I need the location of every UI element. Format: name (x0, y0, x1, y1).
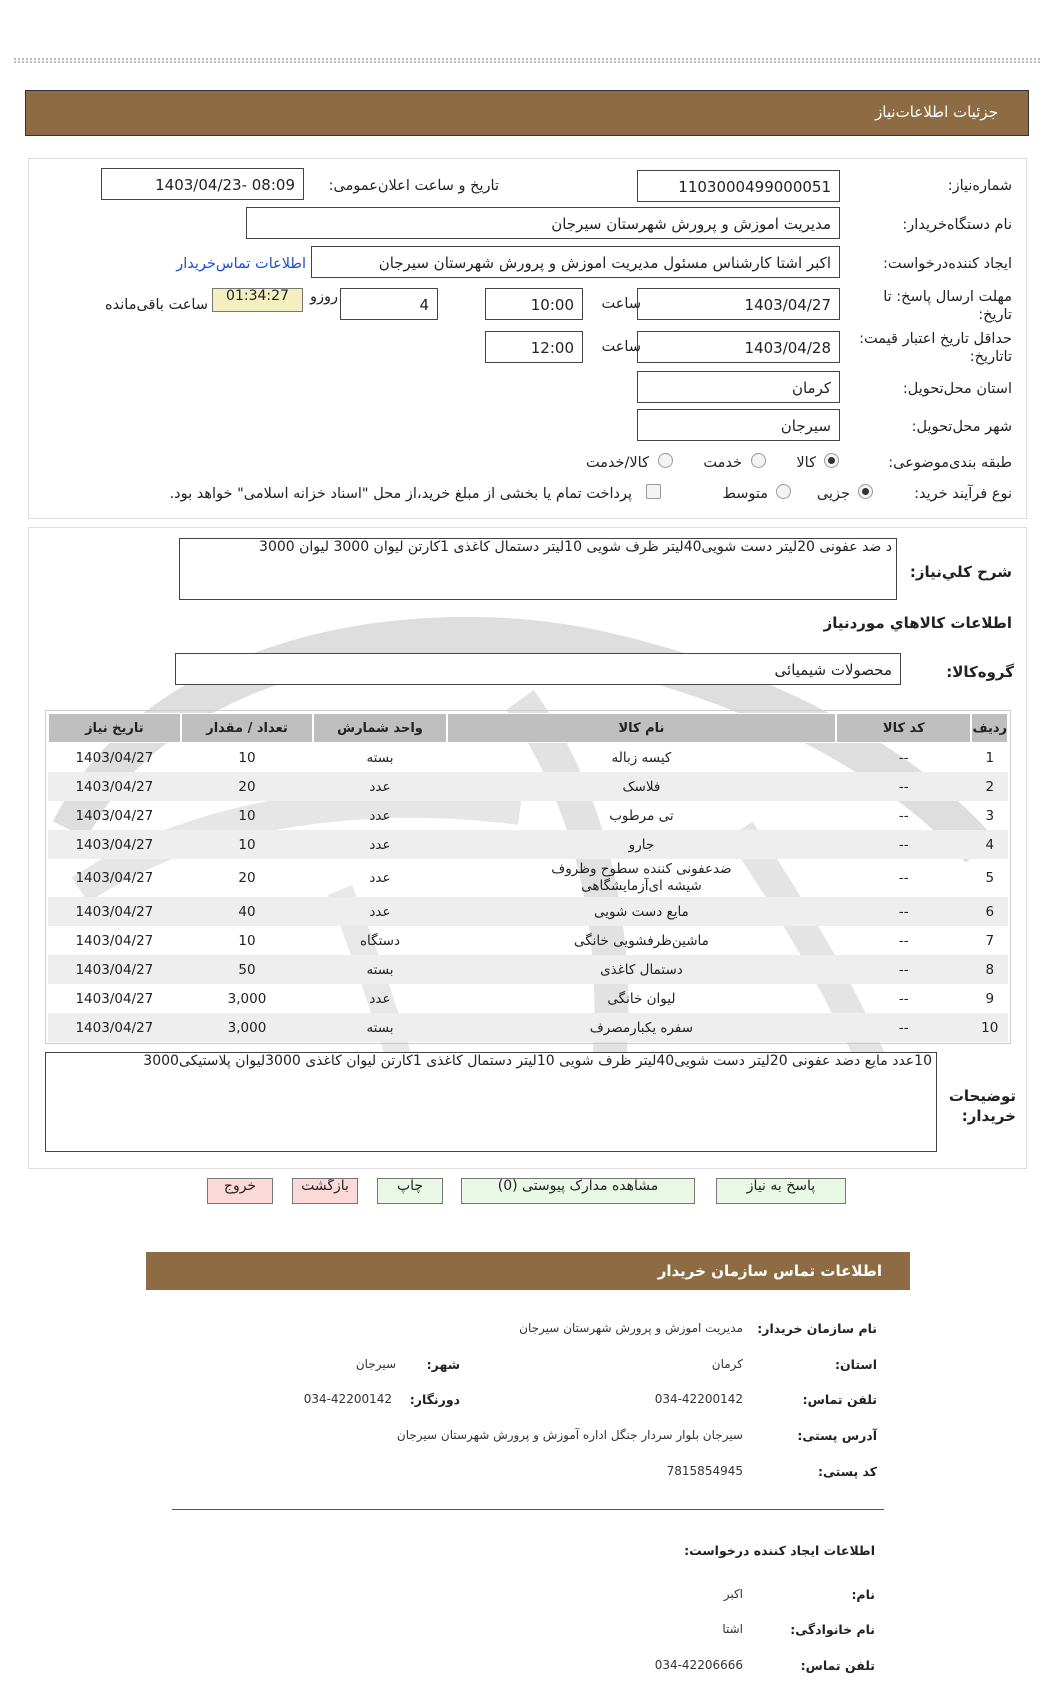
notes-label: توضیحات خریدار: (948, 1087, 1016, 1125)
cell-unit: عدد (313, 897, 447, 926)
contact-header (146, 1252, 910, 1290)
address-value: سیرجان بلوار سردار جنگل اداره آموزش و پرورش شهرستان سیرجان (396, 1428, 743, 1442)
cell-row: 3 (985, 807, 995, 824)
creator-name-label: نام: (851, 1587, 875, 1602)
back-button[interactable]: بازگشت (292, 1178, 358, 1204)
table-row (48, 955, 1008, 984)
table-row (48, 830, 1008, 859)
cell-unit: بسته (313, 1013, 447, 1042)
creator-title: اطلاعات ایجاد کننده درخواست: (684, 1543, 875, 1558)
buyer-org-label: نام دستگاه‌خریدار: (902, 217, 1012, 233)
cell-unit: عدد (313, 772, 447, 801)
category-option-goods: کالا (796, 455, 816, 471)
cell-name: لیوان خانگی (607, 990, 676, 1007)
process-option-partial: جزیی (816, 486, 850, 502)
cell-unit: دستگاه (359, 932, 401, 949)
requester-label: ایجاد کننده‌درخواست: (883, 256, 1012, 272)
cell-code: -- (898, 749, 909, 766)
cell-row: 2 (971, 772, 1008, 801)
creator-family-value: اشتا (722, 1622, 743, 1636)
cell-code: -- (836, 772, 971, 801)
cell-qty: 20 (238, 870, 256, 886)
table-row (48, 801, 1008, 830)
cell-qty: 10 (238, 749, 256, 766)
reply-button[interactable]: پاسخ به نیاز (716, 1178, 846, 1204)
cell-date: 1403/04/27 (75, 990, 154, 1007)
cell-qty: 10 (238, 932, 256, 949)
cell-row: 5 (985, 870, 995, 886)
creator-family-label: نام خانوادگی: (790, 1622, 875, 1637)
table-row (48, 772, 1008, 801)
payment-note: پرداخت تمام یا بخشی از مبلغ خرید،از محل "اسناد خزانه اسلامی" خواهد بود. (169, 486, 632, 502)
category-label: طبقه بندی‌موضوعی: (888, 455, 1012, 471)
cell-name: ضدعفونی کننده سطوح وظروف شیشه ای‌آزمایشگاهی (551, 861, 732, 894)
remaining-label: ساعت باقی‌مانده (105, 297, 208, 313)
phone-value: 034-42200142 (654, 1392, 743, 1406)
announce-field: 1403/04/23- 08:09 (101, 168, 304, 200)
cell-row: 10 (971, 1013, 1008, 1042)
cell-row: 8 (971, 955, 1008, 984)
cell-qty: 40 (181, 897, 313, 926)
notes-box: 10عدد مایع دضد عفونی 20لیتر دست شویی40لیتر ظرف شویی 10لیتر دستمال کاغذی 1کارتن لیوان کاغذی 3000لیوان پلاستیکی3000 (45, 1052, 937, 1152)
city-field: سیرجان (637, 409, 840, 441)
buyer-contact-link[interactable]: اطلاعات تماس‌خریدار (176, 256, 306, 272)
deadline-label: مهلت ارسال پاسخ: تا تاریخ: (883, 289, 1012, 323)
cell-code: -- (836, 830, 971, 859)
cell-code: -- (898, 990, 909, 1007)
validity-time-field: 12:00 (485, 331, 583, 363)
category-radio-service[interactable] (751, 453, 766, 468)
table-row (48, 897, 1008, 926)
col-row: ردیف (971, 713, 1008, 743)
cell-date: 1403/04/27 (48, 955, 181, 984)
address-label: آدرس پستی: (797, 1428, 877, 1443)
requester-field: اکبر اشتا کارشناس مسئول مدیریت اموزش و پرورش شهرستان سیرجان (311, 246, 840, 278)
process-radio-partial[interactable] (858, 484, 873, 499)
col-qty: تعداد / مقدار (181, 713, 313, 743)
cell-date: 1403/04/27 (75, 870, 154, 886)
deadline-time-label: ساعت (601, 296, 641, 312)
process-option-medium: متوسط (722, 486, 768, 502)
group-label: گروه‌کالا: (946, 663, 1014, 681)
creator-phone-label: تلفن تماس: (800, 1658, 875, 1673)
category-option-both: کالا/خدمت (585, 455, 649, 471)
days-label: روزو (309, 289, 338, 305)
deadline-date-field: 1403/04/27 (637, 288, 840, 320)
page-title: جزئیات اطلاعات‌نیاز (875, 103, 998, 121)
org-name-value: مدیریت اموزش و پرورش شهرستان سیرجان (519, 1321, 743, 1335)
validity-date-field: 1403/04/28 (637, 331, 840, 363)
validity-label: حداقل تاریخ اعتبار قیمت: تاتاریخ: (859, 331, 1012, 365)
table-row (48, 926, 1008, 955)
creator-phone-value: 034-42206666 (654, 1658, 743, 1672)
col-name: نام کالا (447, 713, 836, 743)
col-unit: واحد شمارش (313, 713, 447, 743)
category-radio-both[interactable] (658, 453, 673, 468)
cell-qty: 20 (181, 772, 313, 801)
print-button[interactable]: چاپ (377, 1178, 443, 1204)
fax-label: دورنگار: (409, 1392, 460, 1407)
buyer-org-field: مدیریت اموزش و پرورش شهرستان سیرجان (246, 207, 840, 239)
page-header (25, 90, 1029, 136)
province-contact-value: کرمان (711, 1357, 743, 1371)
creator-name-value: اکبر (723, 1587, 743, 1601)
announce-label: تاریخ و ساعت اعلان‌عمومی: (328, 178, 499, 194)
cell-name: کیسه زباله (611, 749, 672, 766)
cell-name: فلاسک (447, 772, 836, 801)
cell-name: سفره یکبارمصرف (447, 1013, 836, 1042)
province-contact-label: استان: (834, 1357, 877, 1372)
need-number-label: شماره‌نیاز: (947, 178, 1012, 194)
cell-qty: 3,000 (181, 1013, 313, 1042)
col-date: تاریخ نیاز (48, 713, 181, 743)
city-contact-value: سیرجان (355, 1357, 396, 1371)
org-name-label: نام سازمان خریدار: (757, 1321, 877, 1336)
cell-qty: 50 (181, 955, 313, 984)
validity-time-label: ساعت (601, 339, 641, 355)
days-field: 4 (340, 288, 438, 320)
category-radio-goods[interactable] (824, 453, 839, 468)
cell-unit: عدد (369, 990, 391, 1007)
process-label: نوع فرآیند خرید: (914, 486, 1012, 502)
cell-code: -- (836, 897, 971, 926)
cell-date: 1403/04/27 (75, 749, 154, 766)
category-option-service: خدمت (703, 455, 742, 471)
province-label: استان محل‌تحویل: (902, 381, 1012, 397)
postal-code-label: کد پستی: (817, 1464, 877, 1479)
city-label: شهر محل‌تحویل: (911, 419, 1012, 435)
cell-date: 1403/04/27 (48, 897, 181, 926)
deadline-time-field: 10:00 (485, 288, 583, 320)
cell-code: -- (836, 955, 971, 984)
cell-row: 7 (985, 932, 995, 949)
table-row (48, 859, 1008, 897)
cell-date: 1403/04/27 (48, 772, 181, 801)
group-field: محصولات شیمیائی (175, 653, 901, 685)
table-row (48, 1013, 1008, 1042)
summary-box: د ضد عفونی 20لیتر دست شویی40لیتر ظرف شویی 10لیتر دستمال کاغذی 1کارتن لیوان 3000 لیوان 3000 (179, 538, 897, 600)
cell-name: مایع دست شویی (447, 897, 836, 926)
cell-date: 1403/04/27 (48, 1013, 181, 1042)
process-radio-medium[interactable] (776, 484, 791, 499)
cell-qty: 10 (181, 830, 313, 859)
top-divider (14, 58, 1040, 63)
cell-date: 1403/04/27 (75, 807, 154, 824)
cell-code: -- (836, 1013, 971, 1042)
cell-date: 1403/04/27 (75, 932, 154, 949)
cell-name: تی مرطوب (609, 807, 674, 824)
cell-name: ماشین‌ظرفشویی خانگی (573, 932, 709, 949)
cell-unit: عدد (369, 870, 391, 886)
cell-row: 4 (971, 830, 1008, 859)
province-field: کرمان (637, 371, 840, 403)
cell-code: -- (898, 807, 909, 824)
col-code: کد کالا (836, 713, 971, 743)
need-number-field: 1103000499000051 (637, 170, 840, 202)
table-row (48, 984, 1008, 1013)
contact-title: اطلاعات تماس سازمان خریدار (657, 1262, 882, 1280)
cell-unit: عدد (313, 830, 447, 859)
cell-date: 1403/04/27 (48, 830, 181, 859)
table-row (48, 743, 1008, 772)
cell-name: جارو (447, 830, 836, 859)
fax-value: 034-42200142 (303, 1392, 392, 1406)
exit-button[interactable]: خروج (207, 1178, 273, 1204)
cell-row: 9 (985, 990, 995, 1007)
items-table (48, 713, 1008, 1042)
payment-checkbox[interactable] (646, 484, 661, 499)
city-contact-label: شهر: (426, 1357, 460, 1372)
remaining-timer: 01:34:27 (212, 288, 303, 312)
cell-unit: بسته (313, 955, 447, 984)
cell-qty: 10 (238, 807, 256, 824)
cell-unit: عدد (369, 807, 391, 824)
attachments-button[interactable]: مشاهده مدارک پیوستی (0) (461, 1178, 695, 1204)
contact-divider (172, 1509, 884, 1510)
cell-row: 1 (985, 749, 995, 766)
summary-label: شرح کلي‌نیاز: (909, 563, 1012, 581)
goods-info-title: اطلاعات کالاهاي موردنیاز (823, 614, 1012, 632)
cell-row: 6 (971, 897, 1008, 926)
cell-unit: بسته (366, 749, 394, 766)
postal-code-value: 7815854945 (666, 1464, 743, 1478)
cell-name: دستمال کاغذی (447, 955, 836, 984)
phone-label: تلفن تماس: (802, 1392, 877, 1407)
cell-code: -- (898, 932, 909, 949)
cell-code: -- (898, 870, 909, 886)
cell-qty: 3,000 (227, 990, 267, 1007)
